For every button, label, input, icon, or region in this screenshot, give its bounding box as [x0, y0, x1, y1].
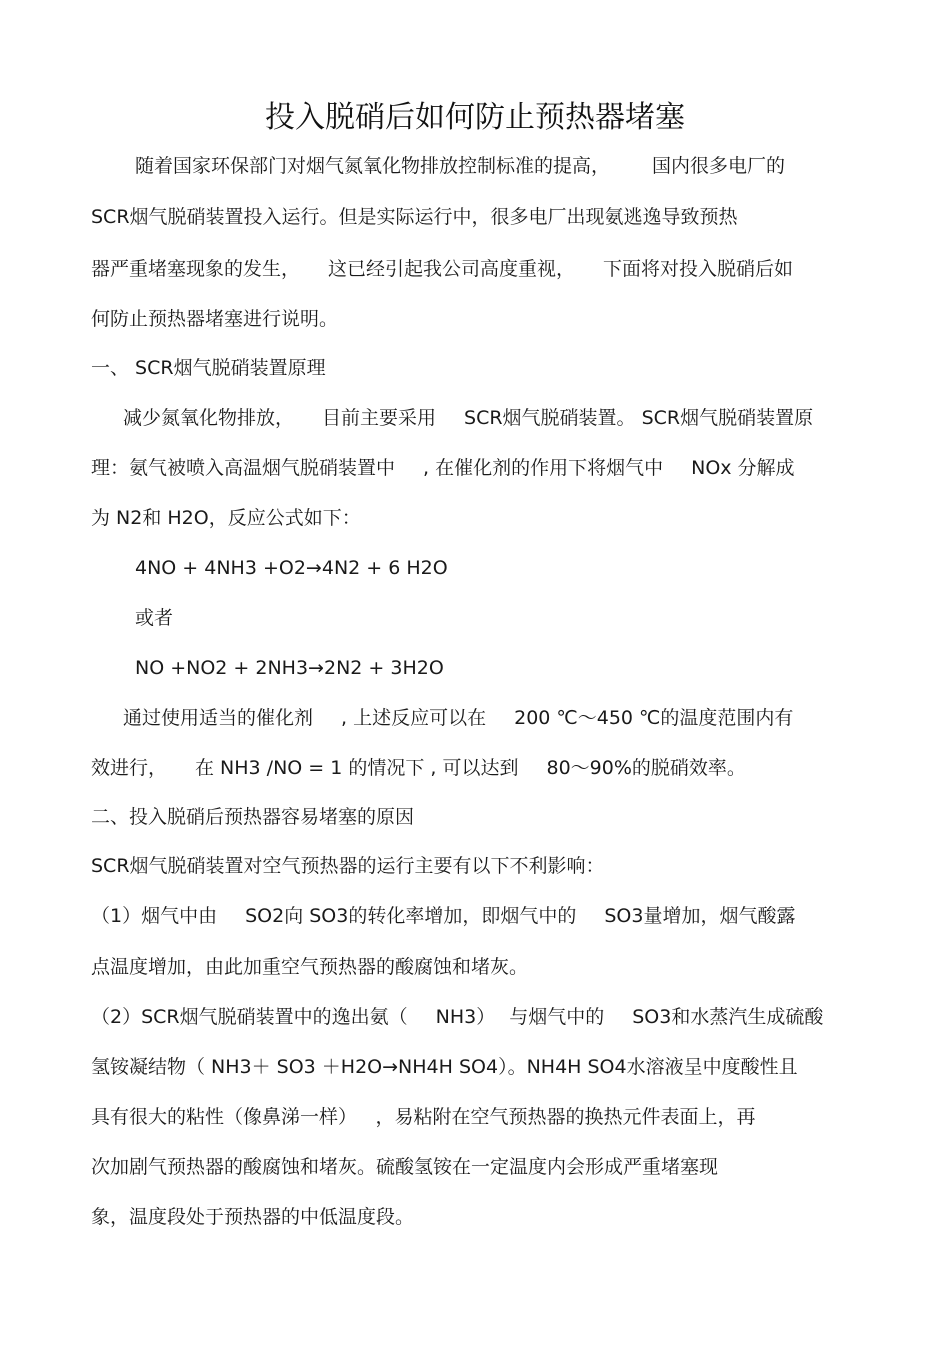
text-run: 二、投入脱硝后预热器容易堵塞的原因: [91, 806, 415, 828]
paragraph-line: [91, 954, 528, 980]
text-run: 200 ℃～450 ℃的温度范围内有: [514, 707, 794, 729]
text-run: , 上述反应可以在: [341, 707, 487, 729]
paragraph-line: [91, 755, 746, 781]
text-run: （1）烟气中由: [91, 905, 218, 927]
paragraph-line: [91, 204, 738, 230]
text-run: , 在催化剂的作用下将烟气中: [423, 457, 664, 479]
paragraph-line: [135, 605, 173, 631]
text-run: 国内很多电厂的: [652, 155, 786, 177]
text-run: 一、 SCR烟气脱硝装置原理: [91, 357, 326, 379]
section-heading: [91, 804, 414, 830]
formula-line: [135, 555, 448, 581]
text-run: 象，温度段处于预热器的中低温度段。: [91, 1206, 415, 1228]
text-run: 在 NH3 /NO = 1 的情况下 , 可以达到: [195, 757, 519, 779]
text-run: 与烟气中的: [509, 1006, 605, 1028]
paragraph-line: [91, 1204, 414, 1230]
text-run: 下面将对投入脱硝后如: [603, 258, 794, 280]
text-run: SO2向 SO3的转化率增加，即烟气中的: [245, 905, 577, 927]
text-run: （2）SCR烟气脱硝装置中的逸出氨（: [91, 1006, 408, 1028]
paragraph-line: [91, 455, 795, 481]
text-run: 何防止预热器堵塞进行说明。: [91, 308, 339, 330]
paragraph-line: [123, 705, 793, 731]
text-run: 减少氮氧化物排放，: [123, 407, 295, 429]
text-run: 次加剧气预热器的酸腐蚀和堵灰。硫酸氢铵在一定温度内会形成严重堵塞现: [91, 1156, 719, 1178]
paragraph-line: [135, 153, 785, 179]
text-run: 效进行，: [91, 757, 168, 779]
text-run: 随着国家环保部门对烟气氮氧化物排放控制标准的提高，: [135, 155, 611, 177]
text-run: 理：氨气被喷入高温烟气脱硝装置中: [91, 457, 396, 479]
text-run: 氢铵凝结物（ NH3＋ SO3 ＋H2O→NH4H SO4）。NH4H SO4水溶液呈中度酸性且: [91, 1056, 798, 1078]
paragraph-line: [91, 1054, 798, 1080]
text-run: 这已经引起我公司高度重视，: [328, 258, 576, 280]
paragraph-line: [91, 256, 793, 282]
text-run: SCR烟气脱硝装置。 SCR烟气脱硝装置原: [464, 407, 814, 429]
paragraph-line: [91, 903, 795, 929]
paragraph-line: [91, 853, 605, 879]
paragraph-line: [91, 505, 361, 531]
paragraph-line: [123, 405, 813, 431]
paragraph-line: [91, 1154, 718, 1180]
text-run: NO +NO2 + 2NH3→2N2 + 3H2O: [135, 657, 444, 679]
text-run: SCR烟气脱硝装置投入运行。但是实际运行中，很多电厂出现氨逃逸导致预热: [91, 206, 738, 228]
page-title: 投入脱硝后如何防止预热器堵塞: [265, 100, 685, 135]
text-run: SO3和水蒸汽生成硫酸: [632, 1006, 824, 1028]
text-run: 4NO + 4NH3 +O2→4N2 + 6 H2O: [135, 557, 448, 579]
text-run: 具有很大的粘性（像鼻涕一样）: [91, 1106, 348, 1128]
paragraph-line: [91, 1004, 823, 1030]
formula-line: [135, 655, 444, 681]
text-run: NH3）: [435, 1006, 496, 1028]
paragraph-line: [91, 1104, 756, 1130]
text-run: 器严重堵塞现象的发生，: [91, 258, 301, 280]
text-run: ，易粘附在空气预热器的换热元件表面上，再: [375, 1106, 756, 1128]
text-run: 80～90%的脱硝效率。: [546, 757, 746, 779]
text-run: 目前主要采用: [322, 407, 437, 429]
text-run: SO3量增加，烟气酸露: [604, 905, 796, 927]
paragraph-line: [91, 306, 338, 332]
text-run: 通过使用适当的催化剂: [123, 707, 314, 729]
text-run: 为 N2和 H2O，反应公式如下：: [91, 507, 361, 529]
text-run: 或者: [135, 607, 174, 629]
section-heading: [91, 355, 326, 381]
text-run: NOx 分解成: [691, 457, 795, 479]
text-run: SCR烟气脱硝装置对空气预热器的运行主要有以下不利影响：: [91, 855, 605, 877]
text-run: 点温度增加，由此加重空气预热器的酸腐蚀和堵灰。: [91, 956, 529, 978]
